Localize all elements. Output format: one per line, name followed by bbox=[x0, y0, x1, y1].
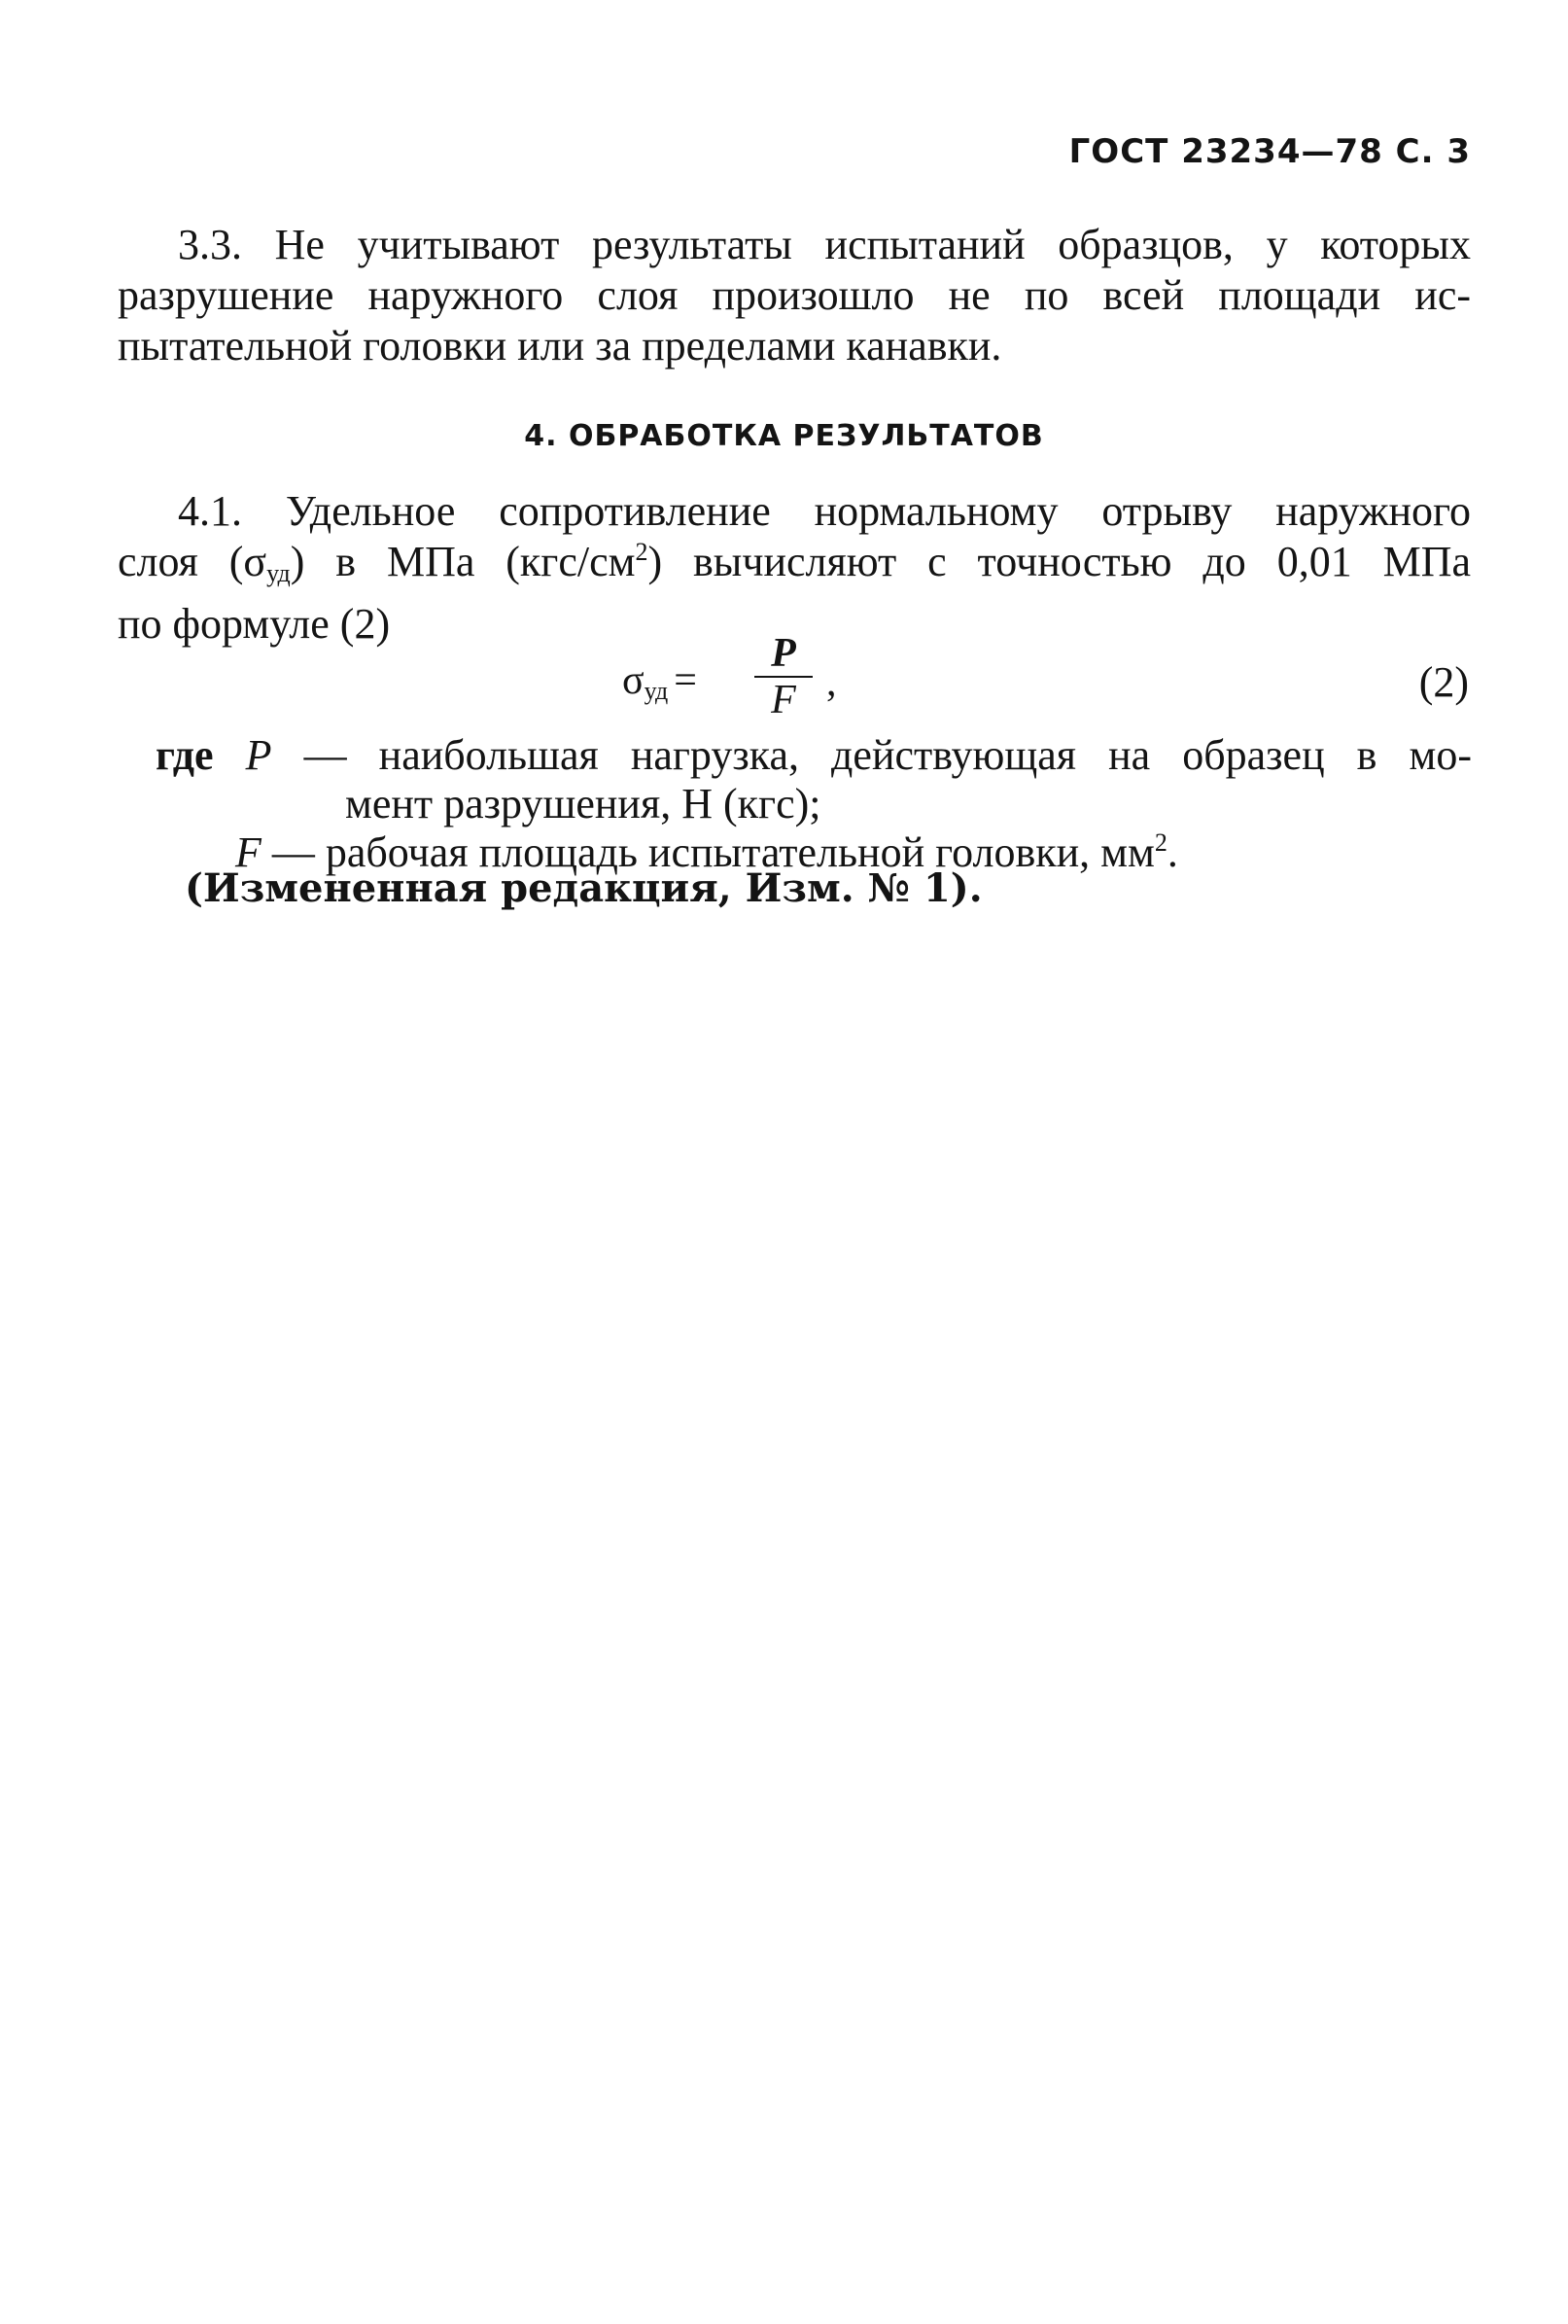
formula-numerator: P bbox=[771, 631, 796, 676]
page-header: ГОСТ 23234—78 С. 3 bbox=[1068, 132, 1471, 171]
section-4-heading: 4. ОБРАБОТКА РЕЗУЛЬТАТОВ bbox=[524, 419, 1044, 453]
definition-f-end: . bbox=[1167, 828, 1178, 876]
formula-equals: = bbox=[674, 658, 697, 703]
amendment-note: (Измененная редакция, Изм. № 1). bbox=[185, 865, 983, 911]
definition-p-continuation: мент разрушения, Н (кгс); bbox=[345, 780, 821, 827]
formula-lhs bbox=[622, 657, 697, 706]
definition-f-text: — рабочая площадь испытательной головки, мм bbox=[271, 828, 1155, 876]
area-superscript: 2 bbox=[1154, 828, 1167, 857]
clause-4-1 bbox=[118, 486, 1471, 650]
symbol-f: F bbox=[235, 828, 261, 876]
formula-definitions bbox=[156, 731, 1472, 877]
symbol-p: P bbox=[245, 731, 272, 779]
formula-denominator: F bbox=[771, 678, 796, 722]
equation-number: (2) bbox=[1418, 658, 1469, 706]
definition-p bbox=[156, 731, 1472, 780]
clause-4-1-line-3: по формуле (2) bbox=[118, 600, 391, 648]
clause-4-1-line-2-a: слоя (σ bbox=[118, 538, 267, 585]
sigma-subscript: уд bbox=[266, 559, 291, 587]
clause-4-1-line-2-b: ) в МПа (кгс/см bbox=[290, 538, 636, 585]
clause-3-3-line-1: 3.3. Не учитывают результаты испытаний образцов, у которых bbox=[178, 221, 1471, 268]
formula-sigma-subscript: уд bbox=[644, 677, 669, 705]
formula-fraction bbox=[754, 632, 813, 722]
where-label: где bbox=[156, 731, 214, 779]
unit-superscript: 2 bbox=[635, 538, 648, 566]
formula-comma: , bbox=[826, 660, 837, 705]
formula-sigma: σ bbox=[622, 658, 645, 703]
definition-p-text: — наибольшая нагрузка, действующая на образец в мо- bbox=[303, 731, 1473, 779]
clause-3-3 bbox=[118, 220, 1471, 371]
clause-3-3-line-2: разрушение наружного слоя произошло не по всей площади ис- bbox=[118, 271, 1471, 319]
clause-4-1-line-2-c: ) вычисляют с точностью до 0,01 МПа bbox=[647, 538, 1472, 585]
clause-4-1-line-2 bbox=[118, 537, 1471, 599]
clause-4-1-line-1: 4.1. Удельное сопротивление нормальному отрыву наружного bbox=[178, 487, 1471, 535]
clause-3-3-line-3: пытательной головки или за пределами канавки. bbox=[118, 322, 1002, 370]
